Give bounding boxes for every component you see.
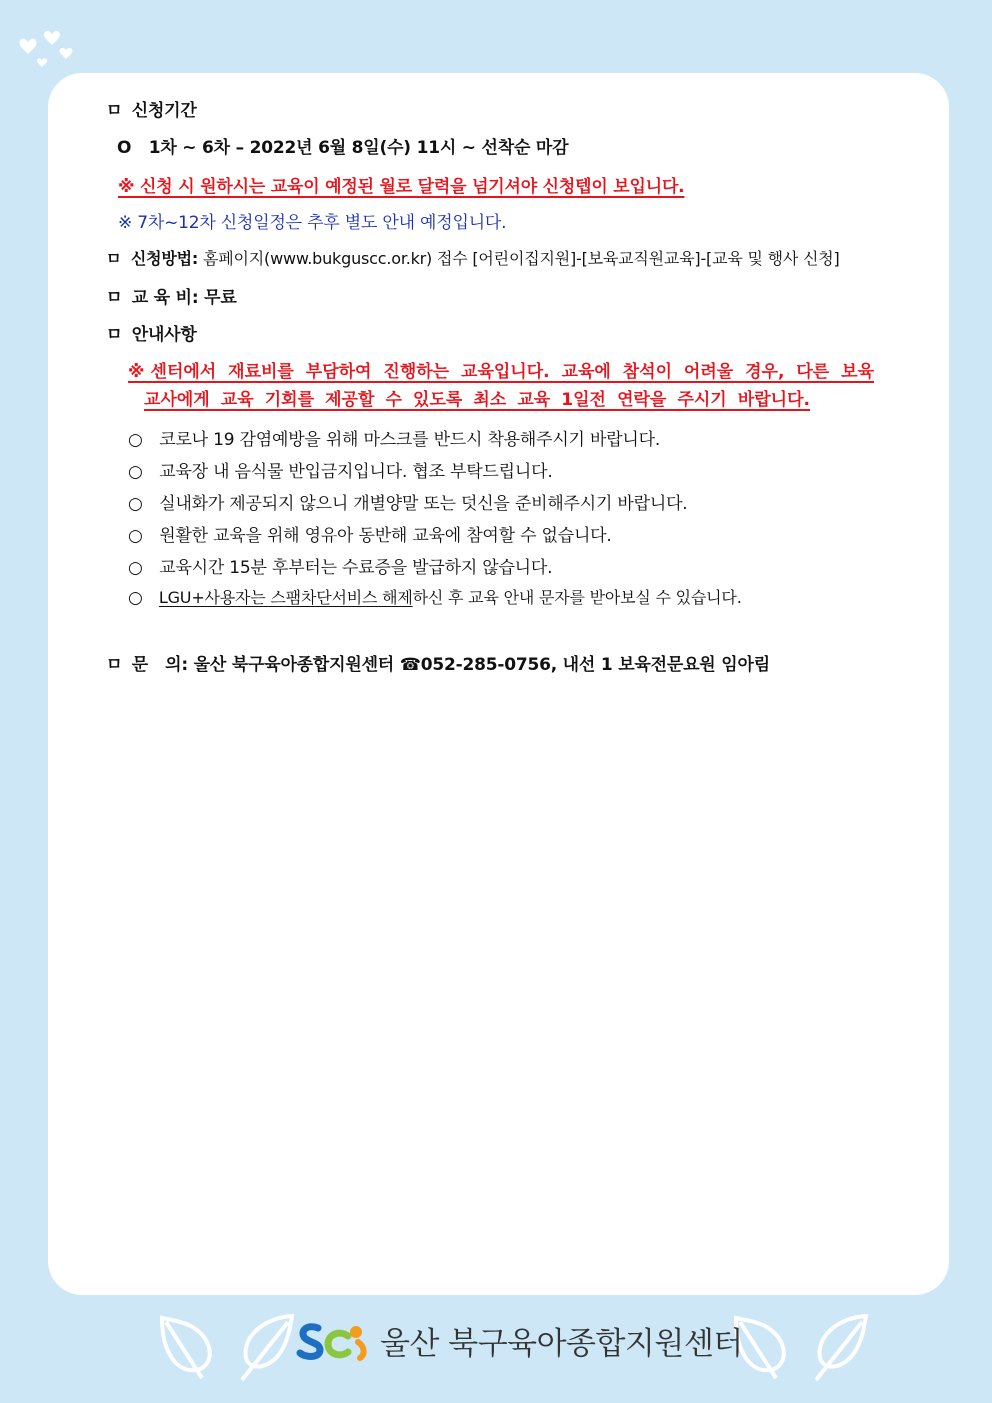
method-text: 홈페이지(www.bukguscc.or.kr) 접수 [어린이집지원]-[보육교직원교육]-[교육 및 행사 신청] (203, 249, 840, 268)
period-item-row (117, 133, 568, 158)
notice-red-line-2: 교사에게 교육 기회를 제공할 수 있도록 최소 교육 1일전 연락을 주시기 바랍니다. (144, 390, 810, 410)
notice-heading: 안내사항 (131, 325, 197, 345)
notice-item (128, 553, 552, 578)
notice-item-text: 교육시간 15분 후부터는 수료증을 발급하지 않습니다. (159, 558, 553, 578)
contact-row (106, 650, 770, 675)
hearts-decoration (14, 20, 84, 75)
square-marker: ㅁ (106, 101, 123, 121)
period-heading: 신청기간 (131, 101, 197, 121)
notice-item-text: 실내화가 제공되지 않으니 개별양말 또는 덧신을 준비해주시기 바랍니다. (159, 494, 688, 514)
fee-text: 교 육 비: 무료 (131, 288, 237, 308)
notice-item-text: 코로나 19 감염예방을 위해 마스크를 반드시 착용해주시기 바랍니다. (159, 430, 661, 450)
center-logo-icon (296, 1320, 376, 1362)
period-note-blue: ※ 7차~12차 신청일정은 추후 별도 안내 예정입니다. (118, 213, 507, 233)
leaf-icon (232, 1308, 302, 1388)
square-marker: ㅁ (106, 655, 123, 675)
period-item: 1차 ~ 6차 – 2022년 6월 8일(수) 11시 ~ 선착순 마감 (148, 138, 569, 158)
square-marker: ㅁ (106, 288, 123, 308)
contact-text: 문 의: 울산 북구육아종합지원센터 ☎052-285-0756, 내선 1 보육전문요원 임아림 (131, 655, 770, 675)
circle-marker: ○ (128, 558, 143, 578)
fee-row (106, 283, 237, 308)
leaf-icon (152, 1308, 222, 1388)
circle-marker: O (117, 138, 132, 158)
lgu-rest: 하신 후 교육 안내 문자를 받아보실 수 있습니다. (412, 588, 742, 607)
lgu-underlined: LGU+사용자는 스팸차단서비스 해제 (158, 588, 413, 607)
notice-item (128, 521, 612, 546)
footer-org-name: 울산 북구육아종합지원센터 (380, 1326, 743, 1362)
circle-marker: ○ (128, 588, 143, 608)
method-label: 신청방법: (130, 249, 199, 268)
circle-marker: ○ (128, 526, 143, 546)
notice-item (128, 585, 742, 608)
notice-item (128, 457, 553, 482)
notice-item (128, 425, 660, 450)
notice-item-text: 원활한 교육을 위해 영유아 동반해 교육에 참여할 수 없습니다. (159, 526, 612, 546)
period-heading-row (106, 96, 197, 121)
leaf-icon (806, 1308, 876, 1388)
notice-heading-row (106, 320, 197, 345)
method-row (106, 246, 840, 269)
square-marker: ㅁ (106, 249, 122, 268)
notice-item (128, 489, 688, 514)
circle-marker: ○ (128, 430, 143, 450)
circle-marker: ○ (128, 494, 143, 514)
notice-item-text: 교육장 내 음식물 반입금지입니다. 협조 부탁드립니다. (159, 462, 553, 482)
period-note-red: ※ 신청 시 원하시는 교육이 예정된 월로 달력을 넘기셔야 신청텝이 보입니다. (118, 177, 685, 197)
notice-red-line-1: ※센터에서 재료비를 부담하여 진행하는 교육입니다. 교육에 참석이 어려울 경우, 다른 보육 (128, 362, 874, 382)
square-marker: ㅁ (106, 325, 123, 345)
circle-marker: ○ (128, 462, 143, 482)
